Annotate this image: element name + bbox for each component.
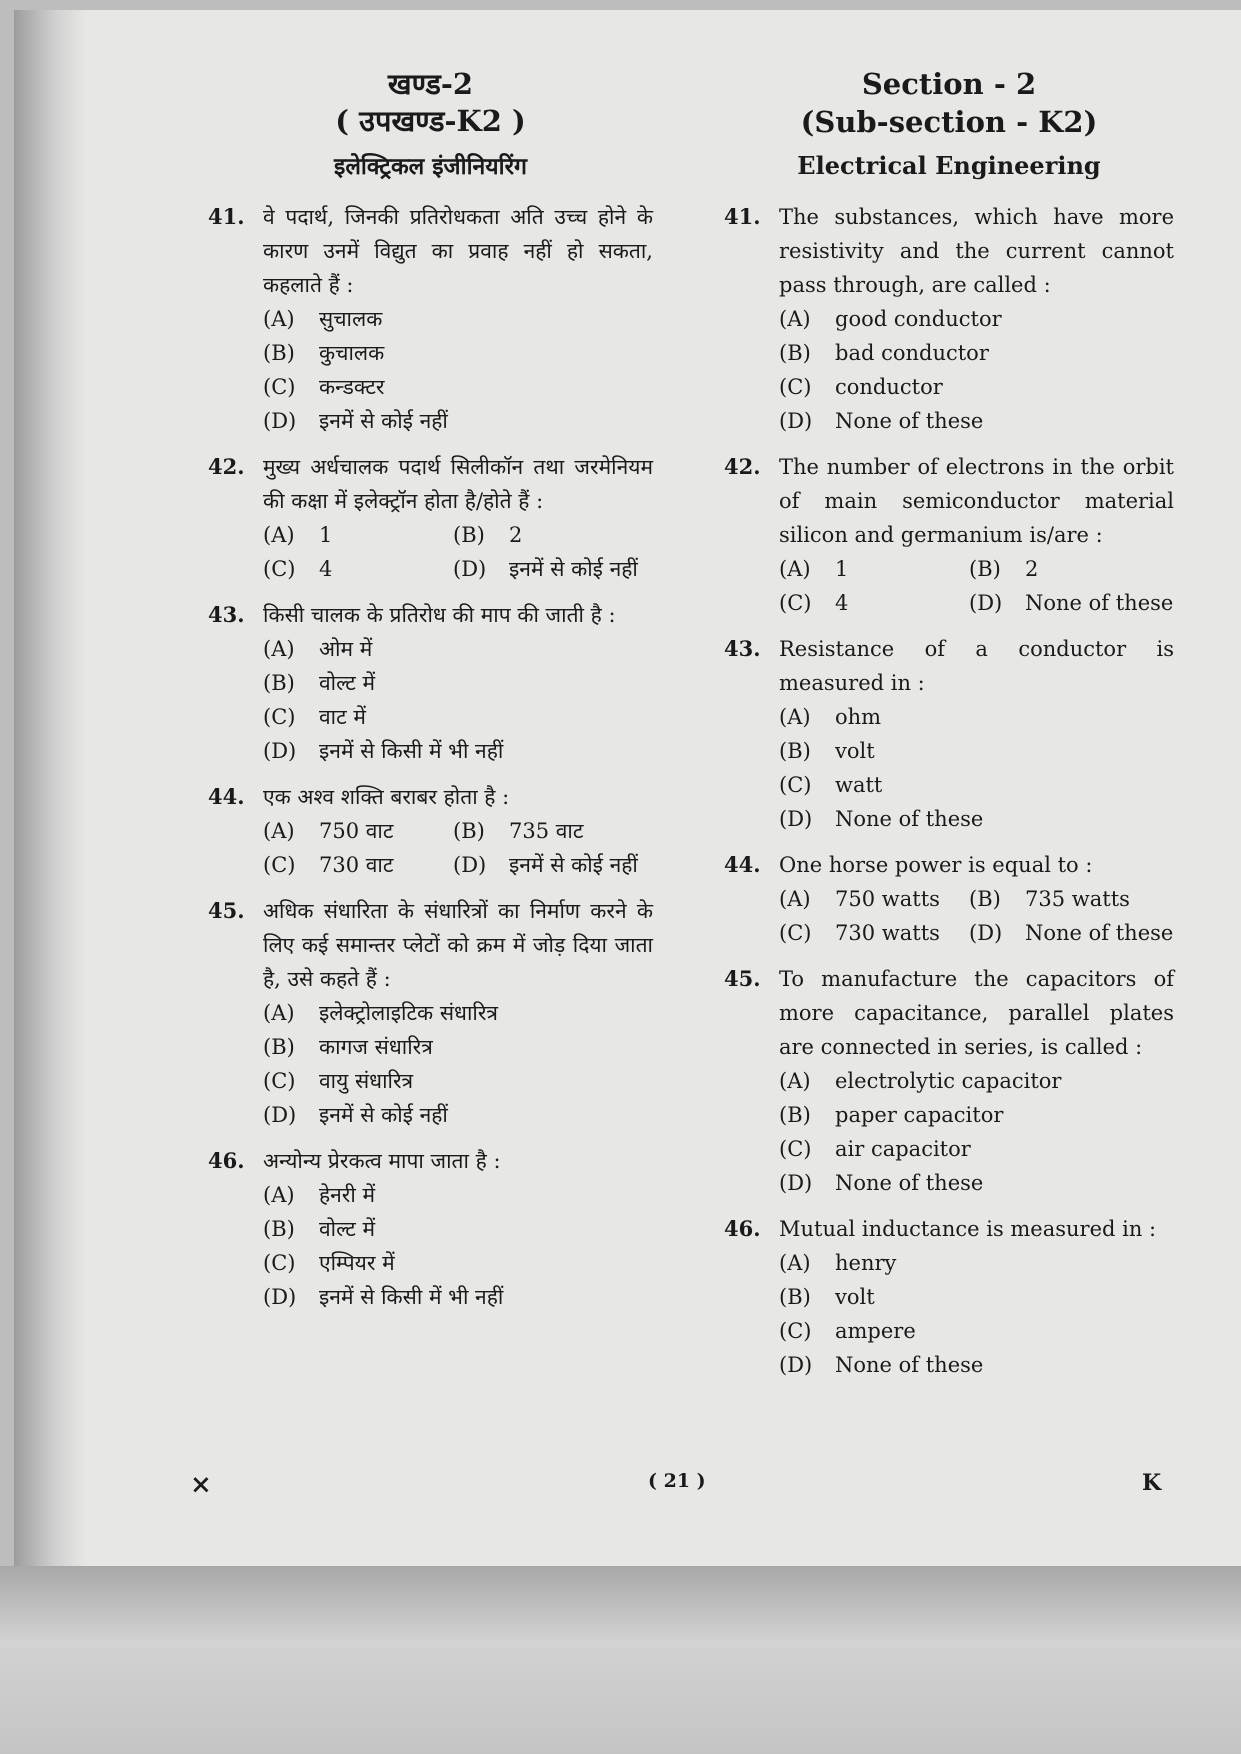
option-d: (D) इनमें से कोई नहीं [263,409,448,433]
option-c: (C) watt [779,773,883,797]
option-a: (A) हेनरी में [263,1183,376,1207]
question-text: मुख्य अर्धचालक पदार्थ सिलीकॉन तथा जरमेनियम की कक्षा में इलेक्ट्रॉन होता है/होते हैं : [263,455,653,513]
option-d: (D) None of these [969,591,1174,615]
question-text: Mutual inductance is measured in : [779,1217,1157,1241]
scanner-bed-strip [0,1566,1241,1754]
option-a: (A) henry [779,1251,897,1275]
option-d: (D) इनमें से कोई नहीं [263,1103,448,1127]
option-b: (B) bad conductor [779,341,989,365]
option-c: (C) conductor [779,375,943,399]
option-a: (A) 1 [779,557,849,581]
question-text: किसी चालक के प्रतिरोध की माप की जाती है : [263,603,616,627]
question-text: Resistance of a conductor is measured in : [779,637,1174,695]
option-c: (C) 730 वाट [263,853,394,877]
english-section-title: Section - 2 [861,67,1037,101]
options-row-ab [263,814,653,848]
option-a: (A) good conductor [779,307,1002,331]
option-b: (B) कुचालक [263,341,385,365]
options-row-cd [779,586,1174,620]
hindi-subsection-title: ( उपखण्ड-K2 ) [335,104,526,138]
binding-shadow [14,10,86,1566]
option-c: (C) कन्डक्टर [263,375,385,399]
option-b: (B) 2 [453,523,523,547]
option-a: (A) ओम में [263,637,373,661]
option-b: (B) 2 [969,557,1039,581]
question-46-hi [208,1144,653,1314]
question-45-hi [208,894,653,1132]
option-d: (D) इनमें से कोई नहीं [453,557,638,581]
option-c: (C) 4 [779,591,849,615]
question-44-en [724,848,1174,950]
option-b: (B) वोल्ट में [263,1217,376,1241]
option-d: (D) None of these [779,1171,984,1195]
option-c: (C) 730 watts [779,921,940,945]
option-d: (D) None of these [779,409,984,433]
option-d: (D) इनमें से कोई नहीं [453,853,638,877]
option-c: (C) ampere [779,1319,916,1343]
option-a: (A) ohm [779,705,882,729]
options-row-ab [779,552,1174,586]
option-b: (B) paper capacitor [779,1103,1004,1127]
question-46-en [724,1212,1174,1382]
question-44-hi [208,780,653,882]
question-41-en [724,200,1174,438]
option-b: (B) कागज संधारित्र [263,1035,433,1059]
options-row-ab [779,882,1174,916]
question-text: The substances, which have more resistivity and the current cannot pass through, are called : [779,205,1174,297]
option-a: (A) electrolytic capacitor [779,1069,1062,1093]
question-45-en [724,962,1174,1200]
option-a: (A) 750 watts [779,887,940,911]
option-b: (B) volt [779,739,875,763]
question-number: 45. [724,966,761,991]
option-b: (B) वोल्ट में [263,671,376,695]
english-column [724,66,1174,1394]
english-subject-title: Electrical Engineering [797,151,1101,180]
options-row-ab [263,518,653,552]
page-number: ( 21 ) [648,1470,706,1492]
option-c: (C) वायु संधारित्र [263,1069,414,1093]
question-text: The number of electrons in the orbit of main semiconductor material silicon and germanium is/are : [779,455,1174,547]
option-d: (D) इनमें से किसी में भी नहीं [263,739,504,763]
option-c: (C) 4 [263,557,333,581]
question-text: अन्योन्य प्रेरकत्व मापा जाता है : [263,1149,501,1173]
option-d: (D) None of these [779,807,984,831]
option-c: (C) एम्पियर में [263,1251,395,1275]
question-number: 43. [724,636,761,661]
options-row-cd [263,848,653,882]
hindi-subject-title: इलेक्ट्रिकल इंजीनियरिंग [334,153,527,180]
question-number: 44. [208,784,245,809]
question-number: 45. [208,898,245,923]
question-text: One horse power is equal to : [779,853,1093,877]
option-a: (A) 1 [263,523,333,547]
footer-set-code: K [1142,1470,1162,1496]
question-number: 43. [208,602,245,627]
question-number: 41. [724,204,761,229]
question-43-en [724,632,1174,836]
option-a: (A) सुचालक [263,307,383,331]
hindi-section-title: खण्ड-2 [387,67,474,101]
question-41-hi [208,200,653,438]
question-text: To manufacture the capacitors of more capacitance, parallel plates are connected in series, is called : [779,967,1174,1059]
option-d: (D) इनमें से किसी में भी नहीं [263,1285,504,1309]
question-42-hi [208,450,653,586]
options-row-cd [263,552,653,586]
option-a: (A) इलेक्ट्रोलाइटिक संधारित्र [263,1001,499,1025]
option-b: (B) 735 watts [969,887,1130,911]
question-text: वे पदार्थ, जिनकी प्रतिरोधकता अति उच्च होने के कारण उनमें विद्युत का प्रवाह नहीं हो सकता, कहलाते हैं : [263,205,653,297]
question-number: 42. [724,454,761,479]
question-42-en [724,450,1174,620]
question-text: अधिक संधारिता के संधारित्रों का निर्माण करने के लिए कई समान्तर प्लेटों को क्रम में जोड़ दिया जाता है, उसे कहते हैं : [263,899,653,991]
footer-cross-mark: × [190,1470,212,1500]
question-number: 41. [208,204,245,229]
question-number: 42. [208,454,245,479]
question-43-hi [208,598,653,768]
option-c: (C) air capacitor [779,1137,971,1161]
option-d: (D) None of these [779,1353,984,1377]
question-number: 44. [724,852,761,877]
option-d: (D) None of these [969,921,1174,945]
hindi-column [208,66,653,1326]
option-b: (B) 735 वाट [453,819,584,843]
question-text: एक अश्व शक्ति बराबर होता है : [263,785,510,809]
english-subsection-title: (Sub-section - K2) [800,105,1098,139]
option-a: (A) 750 वाट [263,819,394,843]
options-row-cd [779,916,1174,950]
question-number: 46. [208,1148,245,1173]
option-c: (C) वाट में [263,705,366,729]
option-b: (B) volt [779,1285,875,1309]
question-number: 46. [724,1216,761,1241]
